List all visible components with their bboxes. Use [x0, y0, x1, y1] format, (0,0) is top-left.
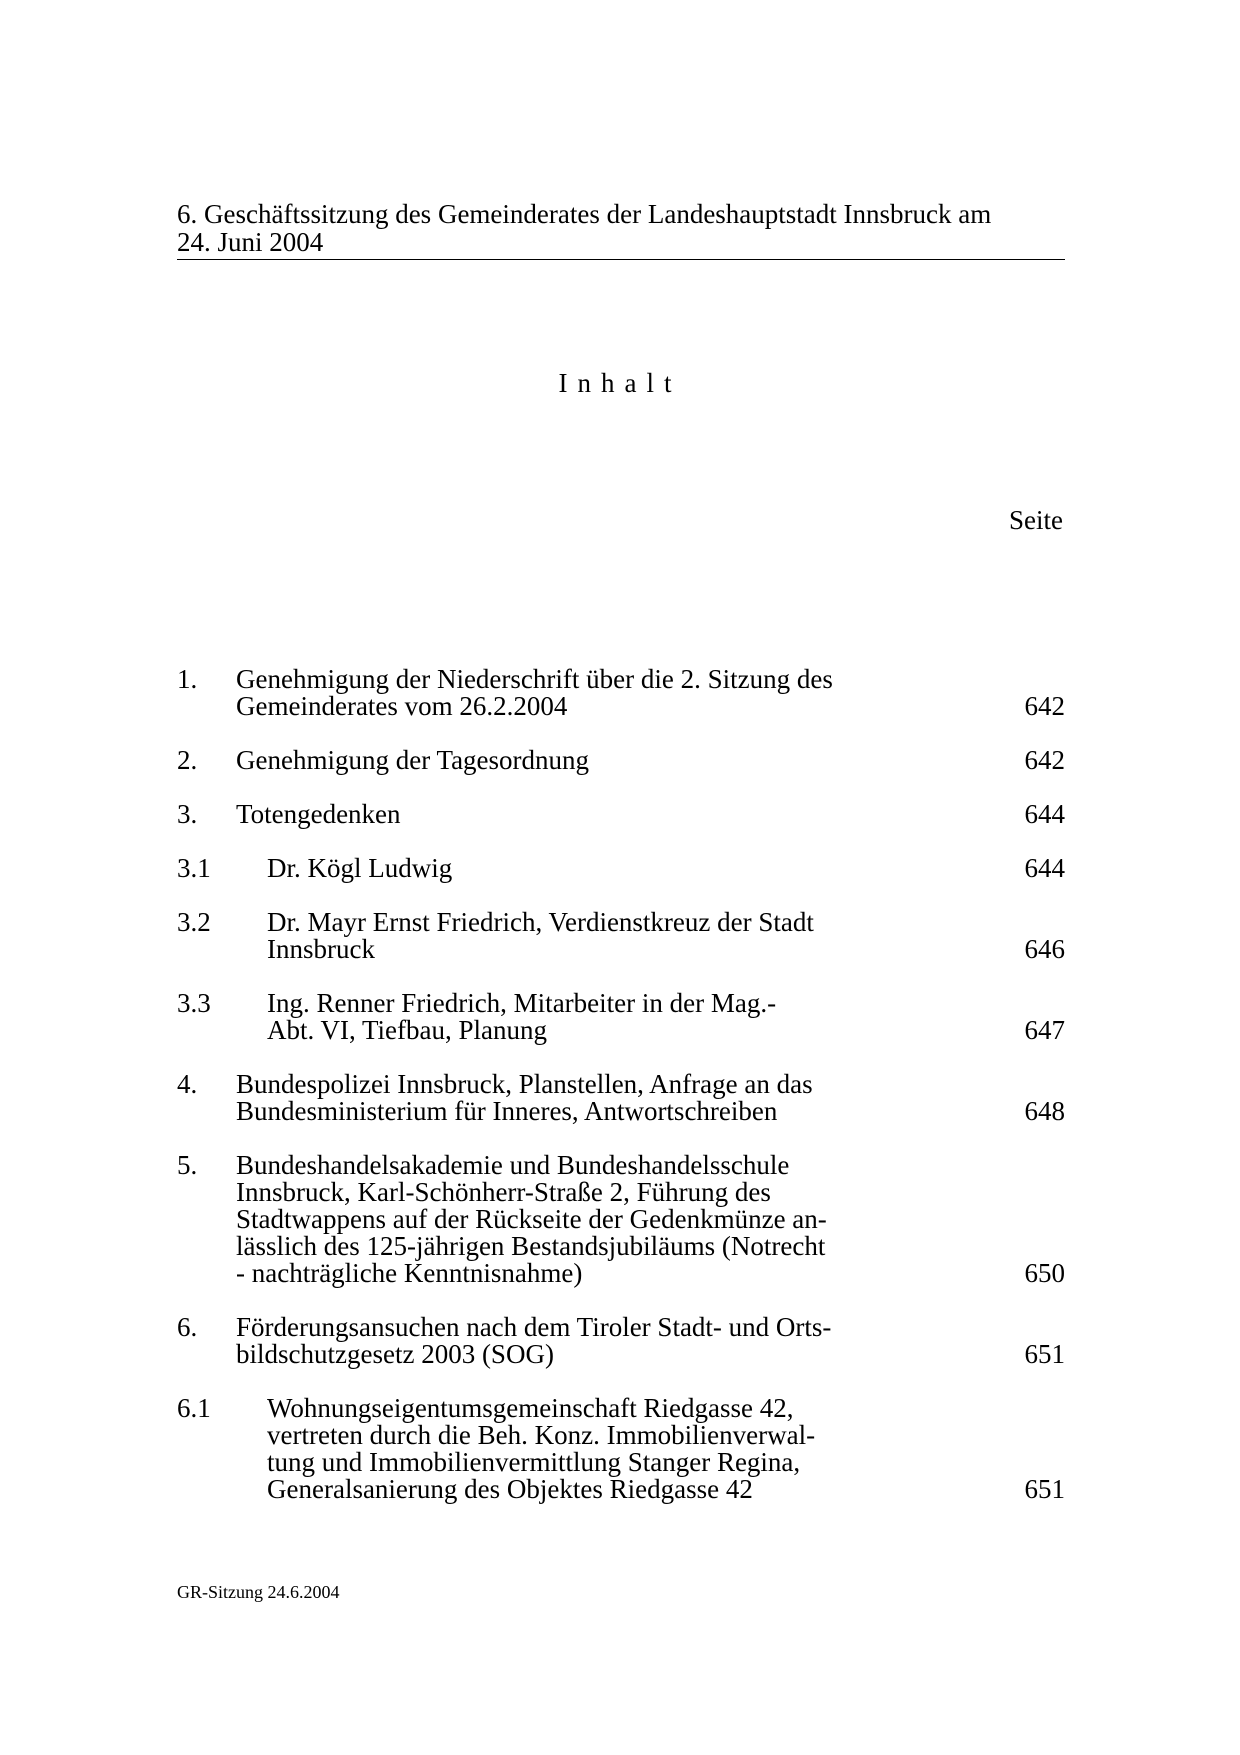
header-line-1: 6. Geschäftssitzung des Gemeinderates der Landeshauptstadt Innsbruck am	[177, 199, 992, 229]
toc-entry-page: 651	[1024, 1474, 1065, 1504]
toc-entry-number: 3.1	[177, 853, 211, 883]
toc-entry-text	[267, 909, 907, 963]
toc-entry-page: 650	[1024, 1258, 1065, 1288]
toc-entry	[177, 909, 1065, 963]
toc-entry-line: Genehmigung der Niederschrift über die 2. Sitzung des	[236, 664, 833, 694]
toc-entry	[177, 1314, 1065, 1368]
toc-entry-page: 651	[1024, 1339, 1065, 1369]
toc-entry-number: 3.2	[177, 907, 211, 937]
toc-entry-line: Innsbruck	[267, 934, 375, 964]
toc-entry	[177, 1071, 1065, 1125]
toc-entry-text	[236, 747, 896, 774]
toc-entry-number: 4.	[177, 1069, 198, 1099]
toc-entry-page: 647	[1024, 1015, 1065, 1045]
toc-entry-line: Genehmigung der Tagesordnung	[236, 745, 590, 775]
toc-entry	[177, 666, 1065, 720]
toc-entry	[177, 747, 1065, 774]
toc-entry-number: 2.	[177, 745, 198, 775]
toc-entry-text	[236, 1314, 896, 1368]
toc-entry-text	[236, 1071, 896, 1125]
toc-entry-text	[236, 801, 896, 828]
toc-entry-line: Dr. Kögl Ludwig	[267, 853, 453, 883]
toc-entry-line: lässlich des 125-jährigen Bestandsjubiläums (Notrecht	[236, 1231, 826, 1261]
toc-entry-line: Ing. Renner Friedrich, Mitarbeiter in der Mag.-	[267, 988, 777, 1018]
toc-entry-line: Bundesministerium für Inneres, Antwortschreiben	[236, 1096, 778, 1126]
toc-entry-number: 6.1	[177, 1393, 211, 1423]
toc-entry-number: 1.	[177, 664, 198, 694]
toc-entry-text	[236, 666, 896, 720]
toc-entry-text	[236, 1152, 896, 1287]
toc-entry-text	[267, 855, 907, 882]
toc-entry-line: tung und Immobilienvermittlung Stanger Regina,	[267, 1447, 801, 1477]
toc-entry-text	[267, 1395, 907, 1503]
toc-entry-page: 642	[1024, 691, 1065, 721]
toc-entry-line: Bundeshandelsakademie und Bundeshandelsschule	[236, 1150, 790, 1180]
toc-entry-line: - nachträgliche Kenntnisnahme)	[236, 1258, 583, 1288]
toc-entry-line: Wohnungseigentumsgemeinschaft Riedgasse 42,	[267, 1393, 794, 1423]
toc-entry-page: 646	[1024, 934, 1065, 964]
toc-entry	[177, 1152, 1065, 1287]
toc-entry-page: 644	[1024, 799, 1065, 829]
toc-entry-line: Abt. VI, Tiefbau, Planung	[267, 1015, 548, 1045]
toc-entry-number: 3.3	[177, 988, 211, 1018]
toc-entry-line: bildschutzgesetz 2003 (SOG)	[236, 1339, 554, 1369]
toc-entry-line: Förderungsansuchen nach dem Tiroler Stadt- und Orts-	[236, 1312, 832, 1342]
toc-entry-line: vertreten durch die Beh. Konz. Immobilienverwal-	[267, 1420, 816, 1450]
page-footer: GR-Sitzung 24.6.2004	[177, 1582, 340, 1602]
toc-entry-number: 3.	[177, 799, 198, 829]
toc-entry-page: 644	[1024, 853, 1065, 883]
toc-entry-line: Stadtwappens auf der Rückseite der Gedenkmünze an-	[236, 1204, 827, 1234]
toc-entry-page: 642	[1024, 745, 1065, 775]
document-header	[177, 200, 1065, 260]
toc-entry-line: Totengedenken	[236, 799, 401, 829]
toc-entry-line: Gemeinderates vom 26.2.2004	[236, 691, 568, 721]
toc-entry	[177, 801, 1065, 828]
toc-entry-line: Innsbruck, Karl-Schönherr-Straße 2, Führung des	[236, 1177, 771, 1207]
toc-entry-line: Dr. Mayr Ernst Friedrich, Verdienstkreuz der Stadt	[267, 907, 814, 937]
toc-entry-text	[267, 990, 907, 1044]
header-line-2: 24. Juni 2004	[177, 227, 324, 257]
toc-entry-line: Bundespolizei Innsbruck, Planstellen, Anfrage an das	[236, 1069, 813, 1099]
toc-entry-line: Generalsanierung des Objektes Riedgasse 42	[267, 1474, 753, 1504]
toc-entry-number: 5.	[177, 1150, 198, 1180]
toc-entry	[177, 1395, 1065, 1503]
page-column-label: Seite	[1009, 505, 1063, 535]
page-title: Inhalt	[558, 368, 682, 398]
toc-entry-number: 6.	[177, 1312, 198, 1342]
toc-entry	[177, 855, 1065, 882]
toc-entry	[177, 990, 1065, 1044]
table-of-contents	[177, 666, 1065, 1530]
toc-entry-page: 648	[1024, 1096, 1065, 1126]
